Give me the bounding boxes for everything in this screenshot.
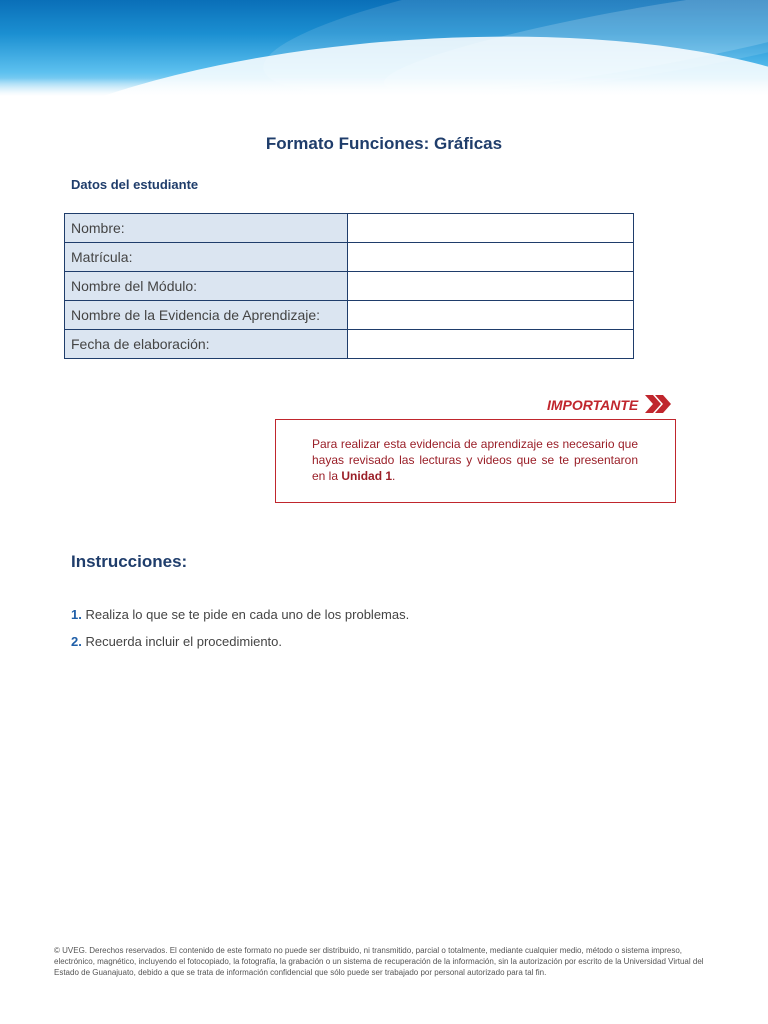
module-name-field[interactable]: [348, 272, 634, 301]
table-row: [65, 214, 634, 243]
header-banner: [0, 0, 768, 96]
item-number: 1.: [71, 607, 82, 622]
important-note-box: [275, 419, 676, 503]
row-label: Matrícula:: [65, 243, 348, 272]
banner-fade: [0, 78, 768, 96]
name-field[interactable]: [348, 214, 634, 243]
table-row: [65, 272, 634, 301]
copyright-footer: © UVEG. Derechos reservados. El contenido de este formato no puede ser distribuido, ni transmitido, parcial o totalmente, mediante cualquier medio, método o sistema impreso, electrónico, magnético, incluyendo el fotocopiado, la fotografía, la grabación o un sistema de recuperación de la información, sin la autorización por escrito de la Universidad Virtual del Estado de Guanajuato, debido a que se trata de información confidencial que sólo puede ser trabajado por personal autorizado para tal fin.: [54, 946, 704, 977]
row-label: Nombre del Módulo:: [65, 272, 348, 301]
section-title: Datos del estudiante: [71, 177, 199, 192]
evidence-name-field[interactable]: [348, 301, 634, 330]
item-number: 2.: [71, 634, 82, 649]
important-label: IMPORTANTE: [547, 397, 639, 413]
instructions-title: Instrucciones:: [71, 552, 188, 571]
row-label: Fecha de elaboración:: [65, 330, 348, 359]
unit-reference: Unidad 1: [341, 469, 393, 483]
enrollment-field[interactable]: [348, 243, 634, 272]
double-chevron-icon: [643, 392, 673, 416]
table-row: [65, 330, 634, 359]
row-label: Nombre:: [65, 214, 348, 243]
item-text: Realiza lo que se te pide en cada uno de los problemas.: [81, 607, 410, 622]
table-row: [65, 243, 634, 272]
list-item: [71, 634, 282, 649]
document-title: Formato Funciones: Gráficas: [265, 134, 503, 153]
row-label: Nombre de la Evidencia de Aprendizaje:: [65, 301, 348, 330]
item-text: Recuerda incluir el procedimiento.: [81, 634, 282, 649]
table-row: [65, 301, 634, 330]
important-note-text: Para realizar esta evidencia de aprendizaje es necesario que hayas revisado las lecturas y videos que se te presentaron en la Unidad 1.: [312, 437, 638, 483]
student-data-table: [64, 213, 634, 359]
list-item: [71, 607, 409, 622]
date-field[interactable]: [348, 330, 634, 359]
